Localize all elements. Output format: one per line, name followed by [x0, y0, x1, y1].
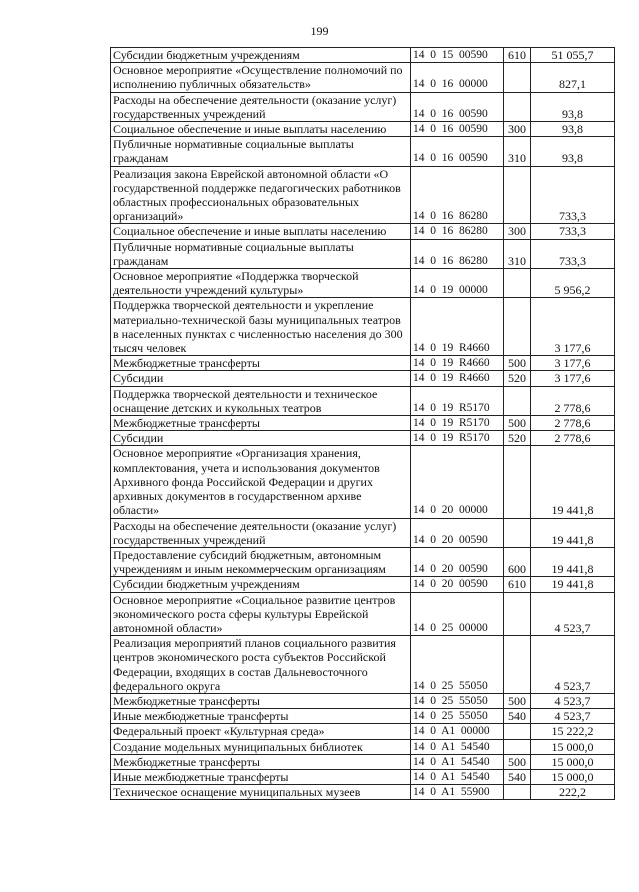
- table-row: [111, 577, 615, 592]
- row-sum-cell: 2 778,6: [531, 431, 615, 446]
- row-expense-type-cell: [504, 166, 531, 224]
- row-sum-cell: 2 778,6: [531, 386, 615, 415]
- row-expense-type-cell: 610: [504, 577, 531, 592]
- row-name-cell: Межбюджетные трансферты: [111, 416, 411, 431]
- row-expense-type-cell: 520: [504, 371, 531, 386]
- table-row: [111, 446, 615, 518]
- table-row: [111, 518, 615, 547]
- row-sum-cell: 222,2: [531, 785, 615, 800]
- table-row: [111, 166, 615, 224]
- row-code-cell: 14 0 19 R5170: [411, 386, 504, 415]
- row-code-cell: 14 0 25 55050: [411, 709, 504, 724]
- row-code-cell: 14 0 15 00590: [411, 48, 504, 63]
- row-sum-cell: 19 441,8: [531, 577, 615, 592]
- row-expense-type-cell: [504, 785, 531, 800]
- row-name-cell: Расходы на обеспечение деятельности (оказание услуг) государственных учреждений: [111, 92, 411, 121]
- row-expense-type-cell: 300: [504, 224, 531, 239]
- table-row: [111, 386, 615, 415]
- row-sum-cell: 93,8: [531, 122, 615, 137]
- row-name-cell: Основное мероприятие «Социальное развитие центров экономического роста сферы культуры Еврейской автономной области»: [111, 592, 411, 636]
- row-name-cell: Техническое оснащение муниципальных музеев: [111, 785, 411, 800]
- row-expense-type-cell: [504, 298, 531, 356]
- row-code-cell: 14 0 A1 55900: [411, 785, 504, 800]
- table-row: [111, 48, 615, 63]
- page-number: 199: [310, 24, 329, 38]
- row-name-cell: Реализация закона Еврейской автономной области «О государственной поддержке педагогических работников областных профессиональных образовательных организаций»: [111, 166, 411, 224]
- row-name-cell: Предоставление субсидий бюджетным, автономным учреждениям и иным некоммерческим организациям: [111, 547, 411, 576]
- table-row: [111, 298, 615, 356]
- row-name-cell: Основное мероприятие «Организация хранения, комплектования, учета и использования документов Архивного фонда Российской Федерации и других архивных документов в государственном архиве области»: [111, 446, 411, 518]
- table-row: [111, 739, 615, 754]
- table-row: [111, 769, 615, 784]
- row-name-cell: Субсидии бюджетным учреждениям: [111, 577, 411, 592]
- row-code-cell: 14 0 19 00000: [411, 269, 504, 298]
- table-row: [111, 416, 615, 431]
- row-code-cell: 14 0 16 00590: [411, 122, 504, 137]
- row-code-cell: 14 0 16 00000: [411, 63, 504, 92]
- row-expense-type-cell: 500: [504, 754, 531, 769]
- row-expense-type-cell: 310: [504, 137, 531, 166]
- row-name-cell: Основное мероприятие «Поддержка творческой деятельности учреждений культуры»: [111, 269, 411, 298]
- row-sum-cell: 4 523,7: [531, 636, 615, 694]
- row-code-cell: 14 0 20 00590: [411, 577, 504, 592]
- row-name-cell: Публичные нормативные социальные выплаты гражданам: [111, 137, 411, 166]
- row-name-cell: Социальное обеспечение и иные выплаты населению: [111, 122, 411, 137]
- row-expense-type-cell: 610: [504, 48, 531, 63]
- row-expense-type-cell: [504, 592, 531, 636]
- table-row: [111, 122, 615, 137]
- row-code-cell: 14 0 20 00000: [411, 446, 504, 518]
- row-sum-cell: 733,3: [531, 166, 615, 224]
- table-row: [111, 754, 615, 769]
- table-row: [111, 592, 615, 636]
- row-code-cell: 14 0 19 R5170: [411, 431, 504, 446]
- row-expense-type-cell: [504, 63, 531, 92]
- table-row: [111, 547, 615, 576]
- row-sum-cell: 3 177,6: [531, 356, 615, 371]
- table-row: [111, 239, 615, 268]
- row-code-cell: 14 0 20 00590: [411, 518, 504, 547]
- row-sum-cell: 3 177,6: [531, 298, 615, 356]
- row-name-cell: Создание модельных муниципальных библиотек: [111, 739, 411, 754]
- row-code-cell: 14 0 19 R4660: [411, 356, 504, 371]
- row-expense-type-cell: 300: [504, 122, 531, 137]
- row-sum-cell: 4 523,7: [531, 693, 615, 708]
- row-name-cell: Субсидии бюджетным учреждениям: [111, 48, 411, 63]
- table-row: [111, 636, 615, 694]
- row-name-cell: Межбюджетные трансферты: [111, 356, 411, 371]
- row-sum-cell: 15 000,0: [531, 739, 615, 754]
- row-sum-cell: 733,3: [531, 239, 615, 268]
- table-row: [111, 137, 615, 166]
- row-code-cell: 14 0 25 55050: [411, 636, 504, 694]
- budget-table: [110, 47, 615, 800]
- row-code-cell: 14 0 A1 00000: [411, 724, 504, 739]
- row-expense-type-cell: [504, 518, 531, 547]
- table-row: [111, 63, 615, 92]
- row-sum-cell: 4 523,7: [531, 709, 615, 724]
- row-code-cell: 14 0 16 86280: [411, 166, 504, 224]
- table-row: [111, 269, 615, 298]
- row-name-cell: Социальное обеспечение и иные выплаты населению: [111, 224, 411, 239]
- row-sum-cell: 19 441,8: [531, 518, 615, 547]
- table-row: [111, 92, 615, 121]
- row-code-cell: 14 0 A1 54540: [411, 739, 504, 754]
- row-code-cell: 14 0 19 R5170: [411, 416, 504, 431]
- row-name-cell: Реализация мероприятий планов социального развития центров экономического роста субъектов Российской Федерации, входящих в состав Дальневосточного федерального округа: [111, 636, 411, 694]
- row-expense-type-cell: [504, 446, 531, 518]
- row-sum-cell: 93,8: [531, 92, 615, 121]
- row-code-cell: 14 0 A1 54540: [411, 754, 504, 769]
- row-sum-cell: 4 523,7: [531, 592, 615, 636]
- row-sum-cell: 15 000,0: [531, 769, 615, 784]
- row-expense-type-cell: 540: [504, 709, 531, 724]
- table-row: [111, 224, 615, 239]
- row-sum-cell: 5 956,2: [531, 269, 615, 298]
- row-name-cell: Межбюджетные трансферты: [111, 754, 411, 769]
- row-expense-type-cell: [504, 724, 531, 739]
- row-sum-cell: 2 778,6: [531, 416, 615, 431]
- row-expense-type-cell: 310: [504, 239, 531, 268]
- row-code-cell: 14 0 16 00590: [411, 92, 504, 121]
- row-name-cell: Публичные нормативные социальные выплаты гражданам: [111, 239, 411, 268]
- row-code-cell: 14 0 A1 54540: [411, 769, 504, 784]
- table-row: [111, 693, 615, 708]
- row-name-cell: Поддержка творческой деятельности и техническое оснащение детских и кукольных театров: [111, 386, 411, 415]
- row-code-cell: 14 0 20 00590: [411, 547, 504, 576]
- table-row: [111, 709, 615, 724]
- row-code-cell: 14 0 16 86280: [411, 224, 504, 239]
- row-expense-type-cell: 500: [504, 416, 531, 431]
- row-name-cell: Иные межбюджетные трансферты: [111, 769, 411, 784]
- row-sum-cell: 19 441,8: [531, 446, 615, 518]
- row-sum-cell: 15 000,0: [531, 754, 615, 769]
- table-row: [111, 371, 615, 386]
- row-sum-cell: 93,8: [531, 137, 615, 166]
- row-expense-type-cell: [504, 739, 531, 754]
- row-code-cell: 14 0 19 R4660: [411, 298, 504, 356]
- row-sum-cell: 19 441,8: [531, 547, 615, 576]
- row-name-cell: Поддержка творческой деятельности и укрепление материально-технической базы муниципальных театров в населенных пунктах с численностью населения до 300 тысяч человек: [111, 298, 411, 356]
- row-name-cell: Основное мероприятие «Осуществление полномочий по исполнению публичных обязательств»: [111, 63, 411, 92]
- row-code-cell: 14 0 25 55050: [411, 693, 504, 708]
- row-expense-type-cell: 500: [504, 693, 531, 708]
- row-name-cell: Федеральный проект «Культурная среда»: [111, 724, 411, 739]
- row-expense-type-cell: 540: [504, 769, 531, 784]
- row-sum-cell: 15 222,2: [531, 724, 615, 739]
- table-row: [111, 724, 615, 739]
- row-name-cell: Расходы на обеспечение деятельности (оказание услуг) государственных учреждений: [111, 518, 411, 547]
- row-expense-type-cell: 520: [504, 431, 531, 446]
- row-sum-cell: 51 055,7: [531, 48, 615, 63]
- row-expense-type-cell: [504, 636, 531, 694]
- row-name-cell: Иные межбюджетные трансферты: [111, 709, 411, 724]
- row-expense-type-cell: [504, 386, 531, 415]
- row-expense-type-cell: 500: [504, 356, 531, 371]
- row-expense-type-cell: 600: [504, 547, 531, 576]
- row-code-cell: 14 0 16 86280: [411, 239, 504, 268]
- row-sum-cell: 827,1: [531, 63, 615, 92]
- row-name-cell: Субсидии: [111, 431, 411, 446]
- table-row: [111, 356, 615, 371]
- row-expense-type-cell: [504, 92, 531, 121]
- row-code-cell: 14 0 25 00000: [411, 592, 504, 636]
- row-code-cell: 14 0 19 R4660: [411, 371, 504, 386]
- row-expense-type-cell: [504, 269, 531, 298]
- row-name-cell: Межбюджетные трансферты: [111, 693, 411, 708]
- row-code-cell: 14 0 16 00590: [411, 137, 504, 166]
- table-row: [111, 785, 615, 800]
- row-name-cell: Субсидии: [111, 371, 411, 386]
- row-sum-cell: 733,3: [531, 224, 615, 239]
- row-sum-cell: 3 177,6: [531, 371, 615, 386]
- table-row: [111, 431, 615, 446]
